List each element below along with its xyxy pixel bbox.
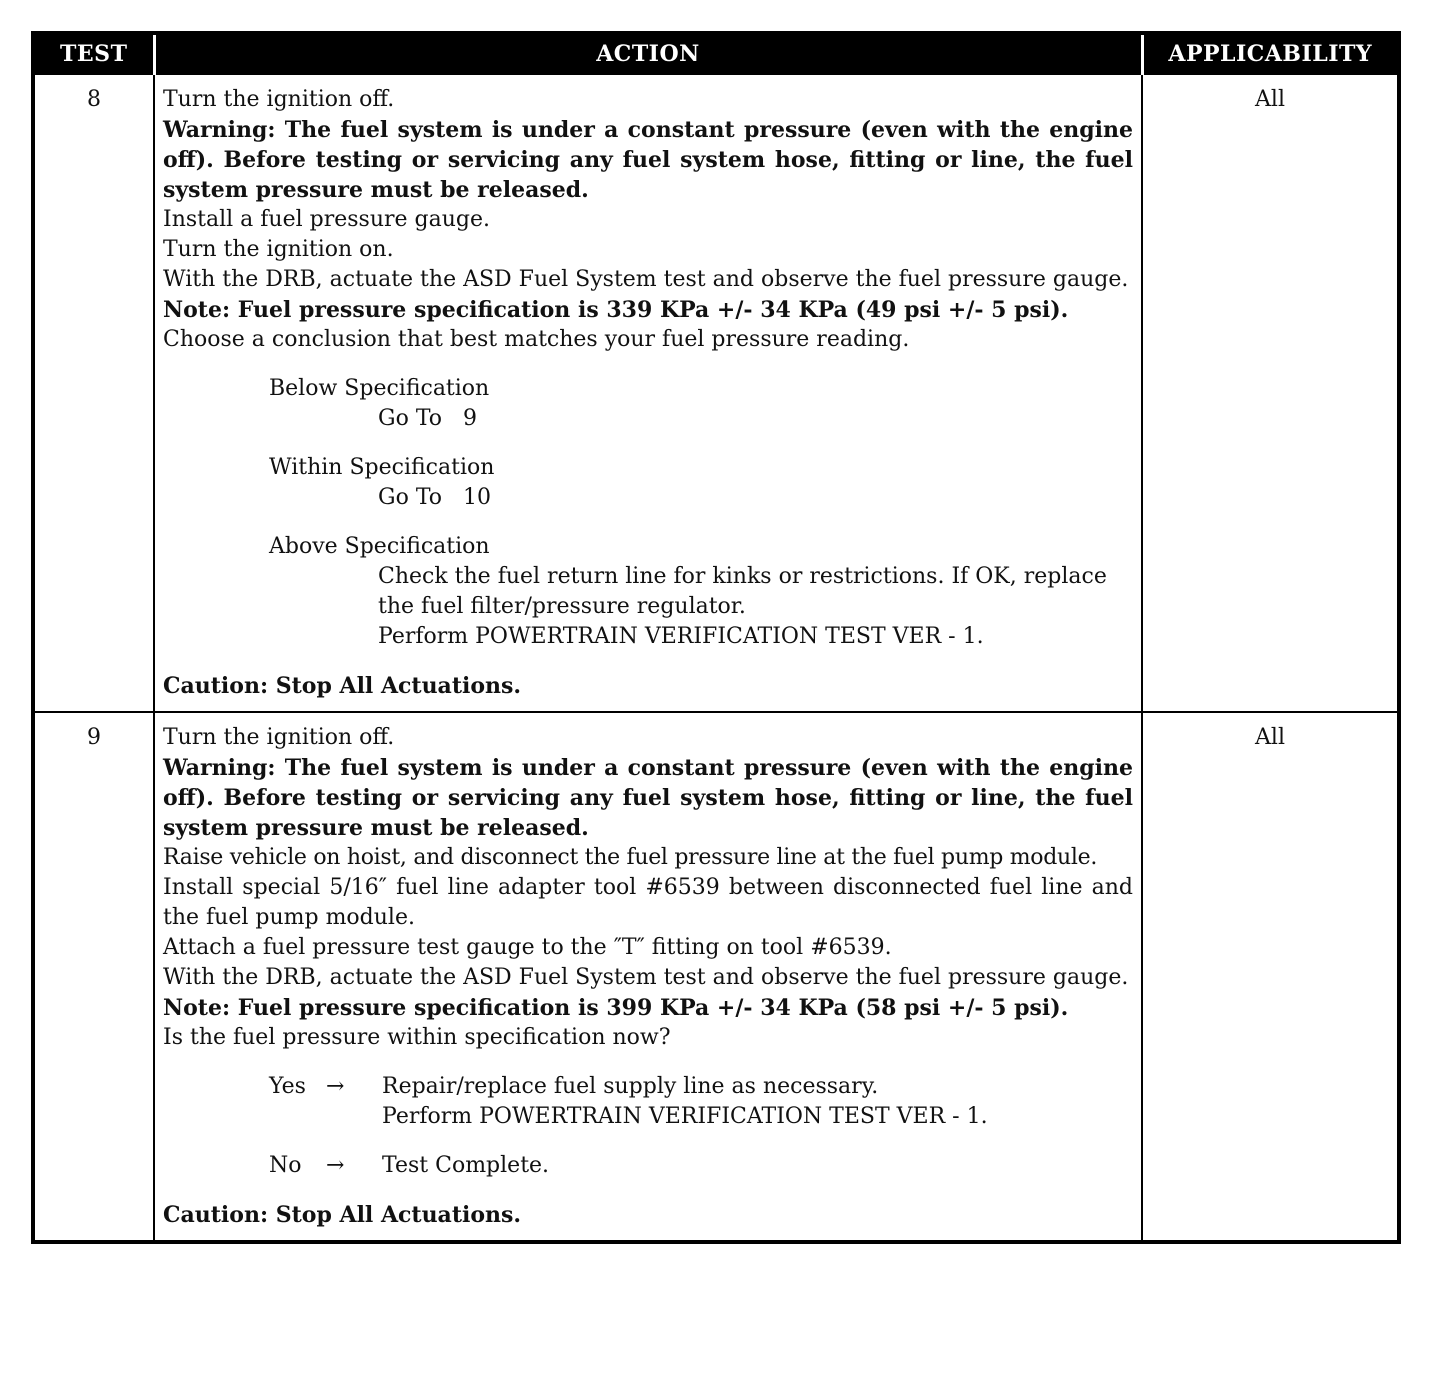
answer-yes [163,1072,1133,1132]
answer-no [163,1151,1133,1181]
header-test: TEST [33,33,154,74]
option-result: Perform POWERTRAIN VERIFICATION TEST VER - 1. [378,624,984,649]
note-text: Note: Fuel pressure specification is 339 KPa +/- 34 KPa (49 psi +/- 5 psi). [163,297,1069,323]
arrow-right-icon: → [326,1074,345,1099]
option-result: Go To 9 [378,406,477,431]
answer-label: Yes [269,1074,306,1099]
action-step: Raise vehicle on hoist, and disconnect the fuel pressure line at the fuel pump module. [163,845,1098,870]
action-step: Is the fuel pressure within specification now? [163,1025,671,1050]
action-cell [154,74,1142,712]
caution-text: Caution: Stop All Actuations. [163,673,522,699]
warning-text: Warning: The fuel system is under a constant pressure (even with the engine off). Before testing or servicing any fuel system hose, fitting or line, the fuel system pressure must be released. [163,117,1133,203]
option-result: Go To 10 [378,485,491,510]
action-step: With the DRB, actuate the ASD Fuel System test and observe the fuel pressure gauge. [163,267,1129,292]
option-label: Within Specification [269,455,495,480]
applicability-value: All [1142,74,1399,712]
answer-result: Perform POWERTRAIN VERIFICATION TEST VER - 1. [382,1104,988,1129]
test-row-8 [33,74,1399,712]
note-text: Note: Fuel pressure specification is 399 KPa +/- 34 KPa (58 psi +/- 5 psi). [163,995,1069,1021]
warning-text: Warning: The fuel system is under a constant pressure (even with the engine off). Before testing or servicing any fuel system hose, fitting or line, the fuel system pressure must be released. [163,755,1133,841]
applicability-value: All [1142,712,1399,1242]
header-applicability: APPLICABILITY [1142,33,1399,74]
action-step: Turn the ignition off. [163,725,395,750]
test-number: 8 [33,74,154,712]
action-step: Attach a fuel pressure test gauge to the ″T″ fitting on tool #6539. [163,935,892,960]
action-cell [154,712,1142,1242]
option-label: Above Specification [269,534,490,559]
action-step: Install a fuel pressure gauge. [163,207,491,232]
action-step: Turn the ignition on. [163,237,394,262]
table-header-row [33,33,1399,74]
diagnostic-test-table [31,31,1401,1244]
test-row-9 [33,712,1399,1242]
header-action: ACTION [154,33,1142,74]
caution-text: Caution: Stop All Actuations. [163,1202,522,1228]
answer-result: Test Complete. [382,1153,550,1178]
arrow-right-icon: → [326,1153,345,1178]
action-step: Turn the ignition off. [163,87,395,112]
option-label: Below Specification [269,376,490,401]
action-step: With the DRB, actuate the ASD Fuel System test and observe the fuel pressure gauge. [163,965,1129,990]
option-result: Check the fuel return line for kinks or restrictions. If OK, replace the fuel filter/pressure regulator. [378,564,1107,619]
answer-label: No [269,1153,302,1178]
test-number: 9 [33,712,154,1242]
action-step: Install special 5/16″ fuel line adapter tool #6539 between disconnected fuel line and the fuel pump module. [163,875,1133,930]
action-step: Choose a conclusion that best matches your fuel pressure reading. [163,327,910,352]
answer-result: Repair/replace fuel supply line as necessary. [382,1074,879,1099]
